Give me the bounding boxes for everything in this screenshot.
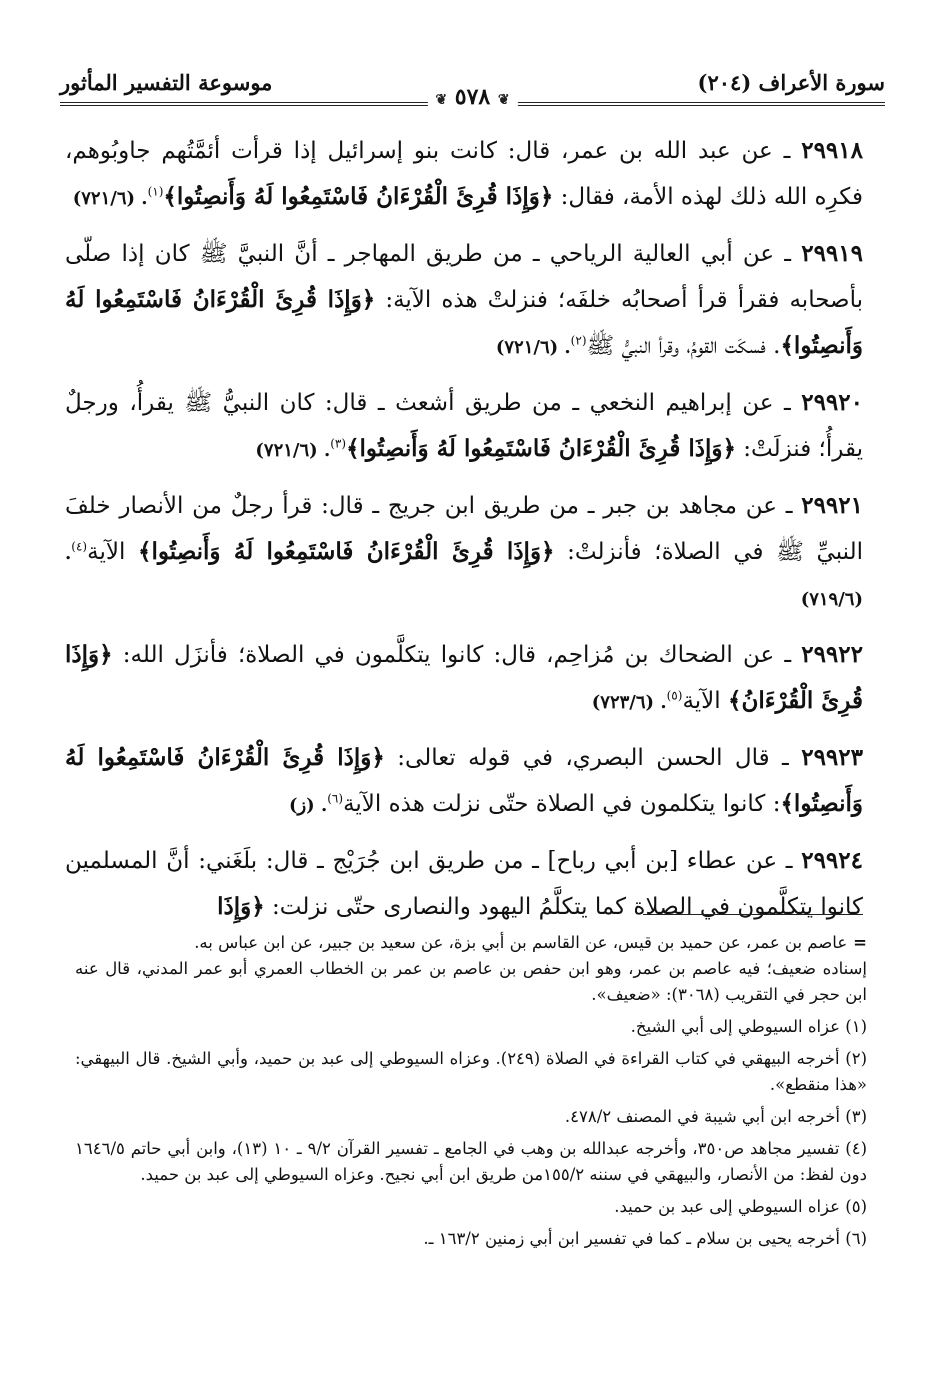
entry-text-after: الآية — [87, 539, 138, 565]
entry-number: ٢٩٩٢٣ — [801, 744, 863, 771]
entry-text-after: الآية — [682, 688, 728, 714]
reference: . (٧١٩/٦) — [65, 543, 863, 610]
footnote-text: عاصم بن عمر، عن حميد بن قيس، عن القاسم بن أبي بزة، عن سعيد بن جبير، عن ابن عباس به. — [194, 933, 848, 952]
footnote-item: (٣) أخرجه ابن أبي شيبة في المصنف ٤٧٨/٢. — [564, 1107, 867, 1126]
entry-number: ٢٩٩١٨ — [801, 137, 863, 164]
entry-text: ـ عن عطاء [بن أبي رباح] ـ من طريق ابن جُرَيْج ـ قال: بلَغَني: أنَّ المسلمين كانوا يتكلَّمون في الصلاة كما يتكلَّمُ اليهود والنصارى حتّى نزلت: — [65, 848, 863, 920]
entry-number: ٢٩٩٢٢ — [801, 641, 863, 668]
entry-number: ٢٩٩٢١ — [801, 492, 863, 519]
quran-quote: ﴿وَإِذَا — [217, 893, 265, 920]
entry-text-after: : كانوا يتكلمون في الصلاة حتّى نزلت هذه الآية — [343, 791, 781, 817]
footnote-marker[interactable]: (٣) — [330, 436, 347, 451]
entry — [65, 735, 863, 828]
entry-text-after: . فسكَت القومُ، وقرأ النبيُّ ﷺ — [586, 333, 781, 359]
reference: . (ز) — [288, 795, 328, 816]
entry — [65, 632, 863, 725]
footnote-text: إسناده ضعيف؛ فيه عاصم بن عمر، وهو ابن حفص بن عاصم بن عمر بن الخطاب العمري أبو عمر المدني، قال عنه ابن حجر في التقريب (٣٠٦٨): «ضعيف». — [75, 959, 867, 1004]
ornament-right-icon: ❦ — [497, 92, 510, 108]
footnote-item: (١) عزاه السيوطي إلى أبي الشيخ. — [630, 1017, 867, 1036]
page-number-value: ٥٧٨ — [454, 84, 491, 110]
entry-text: ـ عن إبراهيم النخعي ـ من طريق أشعث ـ قال: كان النبيُّ ﷺ يقرأُ، ورجلٌ يقرأُ؛ فنزلَتْ: — [65, 390, 863, 462]
footnote-marker[interactable]: (٥) — [666, 688, 683, 703]
page-header — [60, 66, 885, 110]
entry — [65, 483, 863, 622]
footnote-marker[interactable]: (١) — [147, 184, 164, 199]
entry — [65, 128, 863, 221]
entry-number: ٢٩٩٢٤ — [801, 847, 863, 874]
quran-quote: ﴿وَإِذَا قُرِئَ الْقُرْءَانُ فَاسْتَمِعُوا لَهُ وَأَنصِتُوا﴾ — [65, 286, 863, 359]
entry-text: ـ عن مجاهد بن جبر ـ من طريق ابن جريج ـ قال: قرأ رجلٌ من الأنصار خلفَ النبيِّ ﷺ في الصلاة؛ فأنزلتْ: — [65, 493, 863, 565]
quran-quote: ﴿وَإِذَا قُرِئَ الْقُرْءَانُ فَاسْتَمِعُوا لَهُ وَأَنصِتُوا﴾ — [138, 538, 555, 565]
reference: . (٧٢٣/٦) — [591, 692, 667, 713]
entry-text: ـ عن أبي العالية الرياحي ـ من طريق المهاجر ـ أنَّ النبيَّ ﷺ كان إذا صلّى بأصحابه فقرأ قرأ أصحابُه خلفَه؛ فنزلتْ هذه الآية: — [65, 241, 863, 313]
footnote-item: (٦) أخرجه يحيى بن سلام ـ كما في تفسير ابن أبي زمنين ١٦٣/٢ ـ. — [423, 1229, 867, 1248]
main-text — [65, 128, 863, 940]
footnote-marker[interactable]: (٤) — [71, 539, 88, 554]
entry — [65, 838, 863, 930]
entry-text: ـ قال الحسن البصري، في قوله تعالى: — [384, 745, 802, 771]
footnotes — [75, 930, 867, 1258]
entry — [65, 231, 863, 370]
surah-title: سورة الأعراف (٢٠٤) — [697, 70, 885, 95]
continuation-mark: = — [853, 933, 867, 952]
reference: . (٧٢١/٦) — [495, 337, 571, 358]
book-title: موسوعة التفسير المأثور — [60, 70, 273, 95]
footnote-continuation — [75, 930, 867, 1008]
footnote-item: (٤) تفسير مجاهد ص٣٥٠، وأخرجه عبدالله بن وهب في الجامع ـ تفسير القرآن ٩/٢ ـ ١٠ (١٣)، وابن أبي حاتم ١٦٤٦/٥ دون لفظ: من الأنصار، والبيهقي في سننه ١٥٥/٢من طريق ابن أبي نجيح. وعزاه السيوطي إلى عبد بن حميد. — [75, 1139, 867, 1184]
footnote-marker[interactable]: (٢) — [570, 333, 587, 348]
ornament-left-icon: ❦ — [435, 92, 448, 108]
quran-quote: ﴿وَإِذَا قُرِئَ الْقُرْءَانُ﴾ — [65, 641, 863, 714]
footnote-item: (٢) أخرجه البيهقي في كتاب القراءة في الصلاة (٢٤٩). وعزاه السيوطي إلى عبد بن حميد، وأبي الشيخ. قال البيهقي: «هذا منقطع». — [75, 1049, 867, 1094]
reference: . (٧٢١/٦) — [72, 188, 148, 209]
entry-text: ـ عن عبد الله بن عمر، قال: كانت بنو إسرائيل إذا قرأت أئمَّتُهم جاوبُوهم، فكرِه الله ذلك لهذه الأمة، فقال: — [65, 138, 863, 210]
footnote-marker[interactable]: (٦) — [327, 791, 344, 806]
quran-quote: ﴿وَإِذَا قُرِئَ الْقُرْءَانُ فَاسْتَمِعُوا لَهُ وَأَنصِتُوا﴾ — [65, 744, 863, 817]
entry-text: ـ عن الضحاك بن مُزاحِم، قال: كانوا يتكلَّمون في الصلاة؛ فأنزَل الله: — [112, 642, 802, 668]
entry-number: ٢٩٩١٩ — [801, 240, 863, 267]
quran-quote: ﴿وَإِذَا قُرِئَ الْقُرْءَانُ فَاسْتَمِعُوا لَهُ وَأَنصِتُوا﴾ — [346, 435, 736, 462]
entry — [65, 380, 863, 473]
quran-quote: ﴿وَإِذَا قُرِئَ الْقُرْءَانُ فَاسْتَمِعُوا لَهُ وَأَنصِتُوا﴾ — [163, 183, 554, 210]
page-number — [427, 84, 517, 110]
footnote-separator — [643, 914, 863, 915]
footnote-item: (٥) عزاه السيوطي إلى عبد بن حميد. — [614, 1197, 867, 1216]
reference: . (٧٢١/٦) — [255, 440, 331, 461]
entry-number: ٢٩٩٢٠ — [801, 389, 863, 416]
